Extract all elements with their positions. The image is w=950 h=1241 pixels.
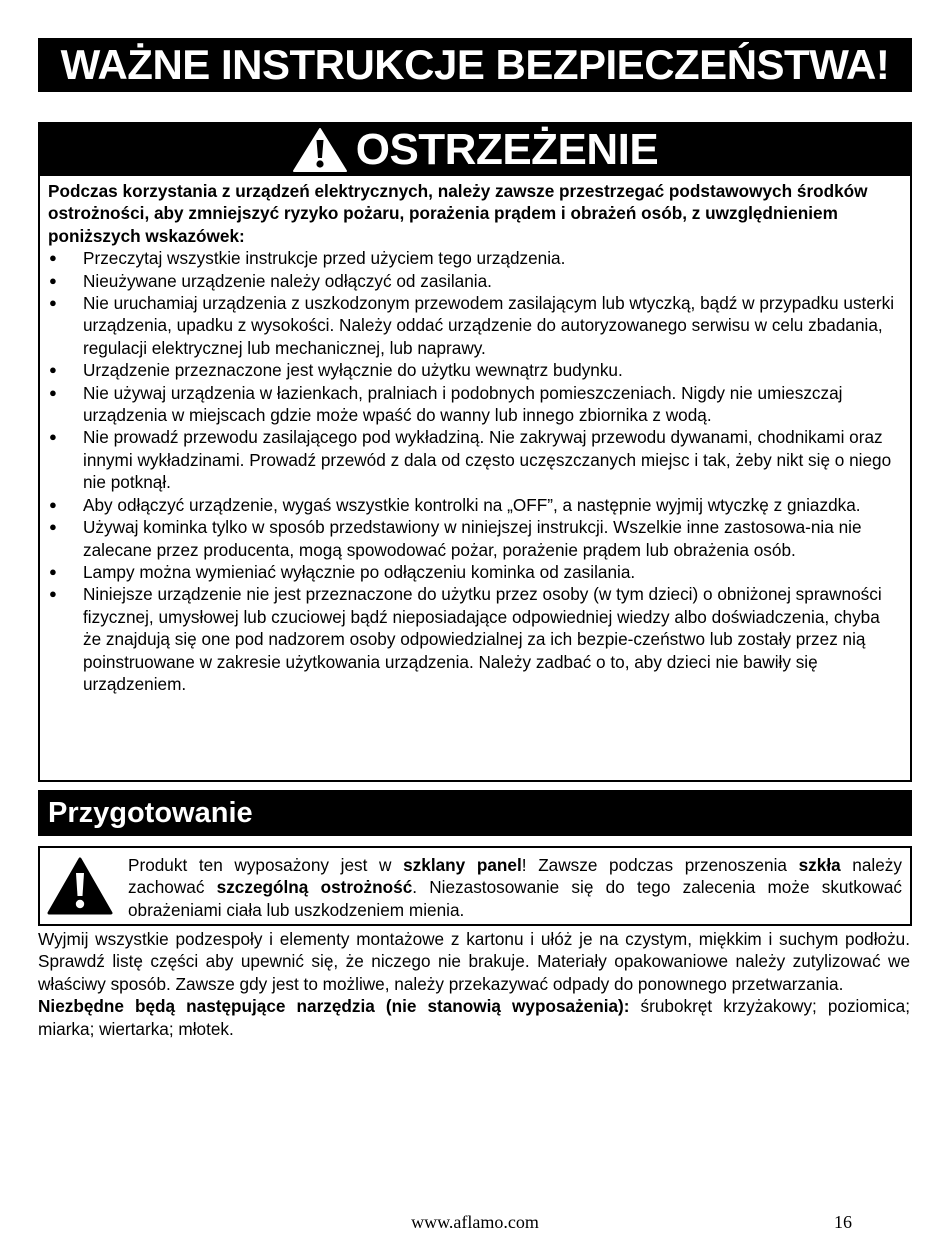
tools-label: Niezbędne będą następujące narzędzia (nie stanowią wyposażenia): [38, 996, 630, 1017]
tools-list: śrubokręt krzyżakowy; poziomica; miarka; wiertarka; młotek. [38, 996, 910, 1039]
footer-url: www.aflamo.com [411, 1212, 539, 1232]
list-item: ● Przeczytaj wszystkie instrukcje przed użyciem tego urządzenia. [48, 247, 902, 269]
caution-emphasis: szkła [798, 855, 841, 875]
page-title: WAŻNE INSTRUKCJE BEZPIECZEŃSTWA! [60, 41, 890, 88]
list-item: ● Lampy można wymieniać wyłącznie po odłączeniu kominka od zasilania. [48, 561, 902, 583]
title-banner [38, 38, 912, 92]
page-number: 16 [834, 1212, 852, 1232]
preparation-paragraph: Wyjmij wszystkie podzespoły i elementy montażowe z kartonu i ułóż je na czystym, miękkim i suchym podłożu. Sprawdź listę części aby upewnić się, że niczego nie brakuje. Materiały opakowaniowe należy zutylizować we właściwy sposób. Zawsze gdy jest to możliwe, należy przekazywać odpady do ponownego przetwarzania. [38, 929, 910, 994]
tools-paragraph [38, 995, 910, 1040]
list-item: ● Aby odłączyć urządzenie, wygaś wszystkie kontrolki na „OFF”, a następnie wyjmij wtyczkę z gniazdka. [48, 494, 902, 516]
warning-intro: Podczas korzystania z urządzeń elektrycznych, należy zawsze przestrzegać podstawowych środków ostrożności, aby zmniejszyć ryzyko pożaru, porażenia prądem i obrażeń osób, z uwzględnieniem poniższych wskazówek: [48, 181, 868, 246]
warning-box [38, 122, 912, 782]
warning-header [40, 124, 910, 176]
caution-text [128, 854, 902, 921]
caution-triangle-icon [46, 856, 114, 916]
caution-box [38, 846, 912, 926]
warning-triangle-icon [292, 127, 348, 173]
caution-emphasis: szklany panel [403, 855, 522, 875]
list-item: ● Nie prowadź przewodu zasilającego pod wykładziną. Nie zakrywaj przewodu dywanami, chodnikami oraz innymi wykładzinami. Prowadź przewód z dala od często uczęszczanych miejsc i tak, żeby nikt się o niego nie potknął. [48, 426, 902, 493]
warning-heading: OSTRZEŻENIE [355, 125, 659, 174]
list-item: ● Używaj kominka tylko w sposób przedstawiony w niniejszej instrukcji. Wszelkie inne zastosowa-nia nie zalecane przez producenta, mogą spowodować pożar, porażenie prądem lub obrażenia osób. [48, 516, 902, 561]
list-item: ● Nie używaj urządzenia w łazienkach, pralniach i podobnych pomieszczeniach. Nigdy nie umieszczaj urządzenia w miejscach gdzie może wpaść do wanny lub innego zbiornika z wodą. [48, 382, 902, 427]
preparation-heading: Przygotowanie [48, 796, 253, 829]
preparation-banner [38, 790, 912, 836]
list-item: ● Nieużywane urządzenie należy odłączyć od zasilania. [48, 270, 902, 292]
caution-emphasis: szczególną ostrożność [216, 877, 413, 898]
caution-text-part: ! Zawsze podczas przenoszenia [521, 855, 799, 875]
caution-text-part: należy zachować [128, 855, 902, 898]
caution-text-part: Produkt ten wyposażony jest w [128, 855, 404, 875]
list-item: ● Urządzenie przeznaczone jest wyłącznie do użytku wewnątrz budynku. [48, 359, 902, 381]
warning-list [48, 247, 902, 695]
list-item: ● Niniejsze urządzenie nie jest przeznaczone do użytku przez osoby (w tym dzieci) o obniżonej sprawności fizycznej, umysłowej lub czuciowej bądź nieposiadające odpowiedniej wiedzy albo doświadczenia, chyba że znajdują się one pod nadzorem osoby odpowiedzialnej za ich bezpie-czeństwo lub zostały przez nią poinstruowane w zakresie użytkowania urządzenia. Należy zadbać o to, aby dzieci nie bawiły się urządzeniem. [48, 583, 902, 695]
caution-text-part: . Niezastosowanie się do tego zalecenia może skutkować obrażeniami ciała lub uszkodzeniem mienia. [128, 877, 902, 920]
preparation-text [38, 928, 910, 1040]
warning-body [40, 176, 910, 695]
list-item: ● Nie uruchamiaj urządzenia z uszkodzonym przewodem zasilającym lub wtyczką, bądź w przypadku usterki urządzenia, upadku z wysokości. Należy oddać urządzenie do autoryzowanego serwisu w celu zbadania, regulacji elektrycznej lub mechanicznej, lub naprawy. [48, 292, 902, 359]
